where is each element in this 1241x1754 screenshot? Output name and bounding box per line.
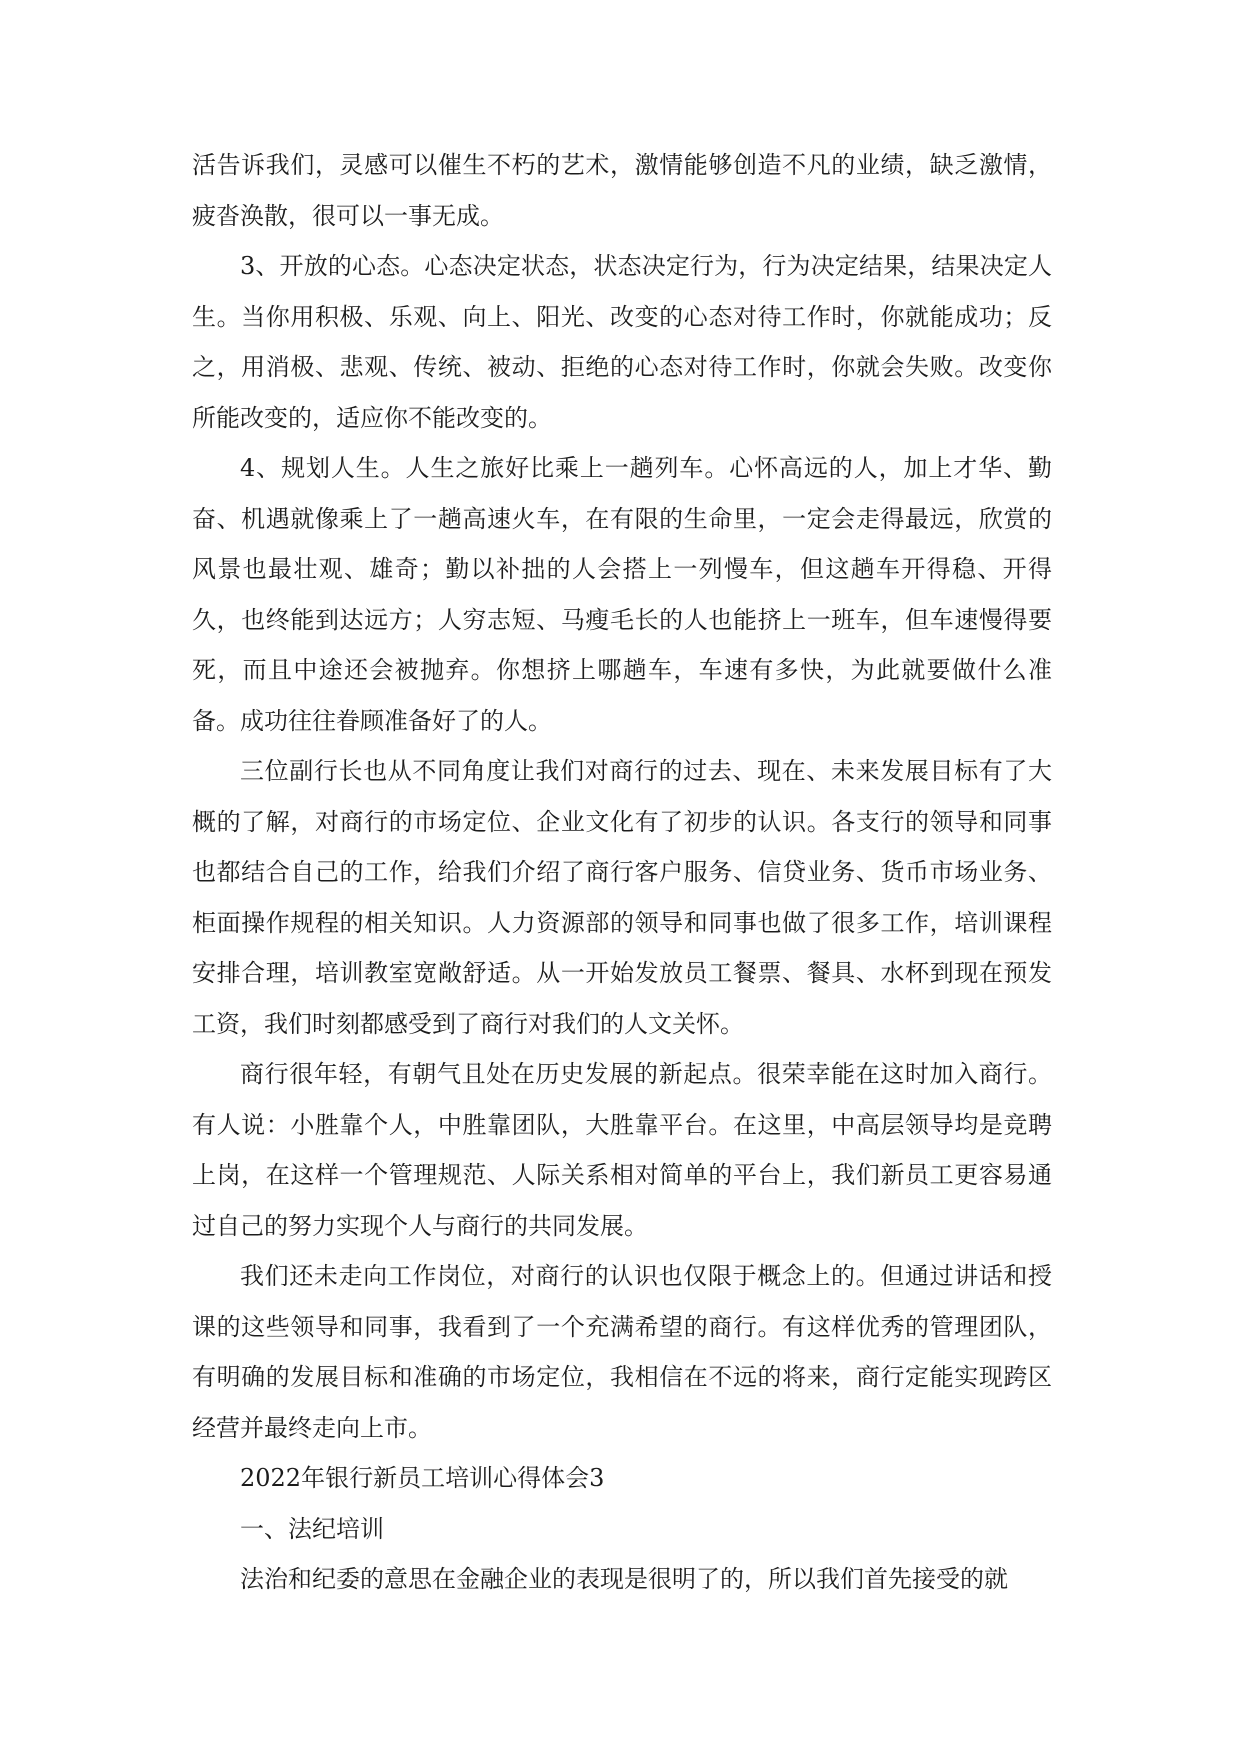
- paragraph-law-discipline: 法治和纪委的意思在金融企业的表现是很明了的，所以我们首先接受的就: [240, 1565, 1008, 1593]
- paragraph-vice-presidents: 三位副行长也从不同角度让我们对商行的过去、现在、未来发展目标有了大概的了解，对商行的市场定位、企业文化有了初步的认识。各支行的领导和同事也都结合自己的工作，给我们介绍了商行客户服务、信贷业务、货币市场业务、柜面操作规程的相关知识。人力资源部的领导和同事也做了很多工作，培训课程安排合理，培训教室宽敞舒适。从一开始发放员工餐票、餐具、水杯到现在预发工资，我们时刻都感受到了商行对我们的人文关怀。: [192, 757, 1052, 1038]
- paragraph-plan-life: 4、规划人生。人生之旅好比乘上一趟列车。心怀高远的人，加上才华、勤奋、机遇就像乘上了一趟高速火车，在有限的生命里，一定会走得最远，欣赏的风景也最壮观、雄奇；勤以补拙的人会搭上一列慢车，但这趟车开得稳、开得久，也终能到达远方；人穷志短、马瘦毛长的人也能挤上一班车，但车速慢得要死，而且中途还会被抛弃。你想挤上哪趟车，车速有多快，为此就要做什么准备。成功往往眷顾准备好了的人。: [192, 454, 1052, 735]
- document-page: [192, 140, 1052, 1605]
- paragraph: 活告诉我们，灵感可以催生不朽的艺术，激情能够创造不凡的业绩，缺乏激情，疲沓涣散，很可以一事无成。: [192, 151, 1052, 230]
- paragraph-open-mindset: 3、开放的心态。心态决定状态，状态决定行为，行为决定结果，结果决定人生。当你用积极、乐观、向上、阳光、改变的心态对待工作时，你就能成功；反之，用消极、悲观、传统、被动、拒绝的心态对待工作时，你就会失败。改变你所能改变的，适应你不能改变的。: [192, 252, 1052, 432]
- subsection-heading: 一、法纪培训: [240, 1514, 384, 1543]
- paragraph-not-yet-working: 我们还未走向工作岗位，对商行的认识也仅限于概念上的。但通过讲话和授课的这些领导和同事，我看到了一个充满希望的商行。有这样优秀的管理团队，有明确的发展目标和准确的市场定位，我相信在不远的将来，商行定能实现跨区经营并最终走向上市。: [192, 1262, 1052, 1442]
- section-heading: 2022年银行新员工培训心得体会3: [240, 1464, 605, 1492]
- paragraph-bank-young: 商行很年轻，有朝气且处在历史发展的新起点。很荣幸能在这时加入商行。有人说：小胜靠个人，中胜靠团队，大胜靠平台。在这里，中高层领导均是竞聘上岗，在这样一个管理规范、人际关系相对简单的平台上，我们新员工更容易通过自己的努力实现个人与商行的共同发展。: [192, 1060, 1052, 1240]
